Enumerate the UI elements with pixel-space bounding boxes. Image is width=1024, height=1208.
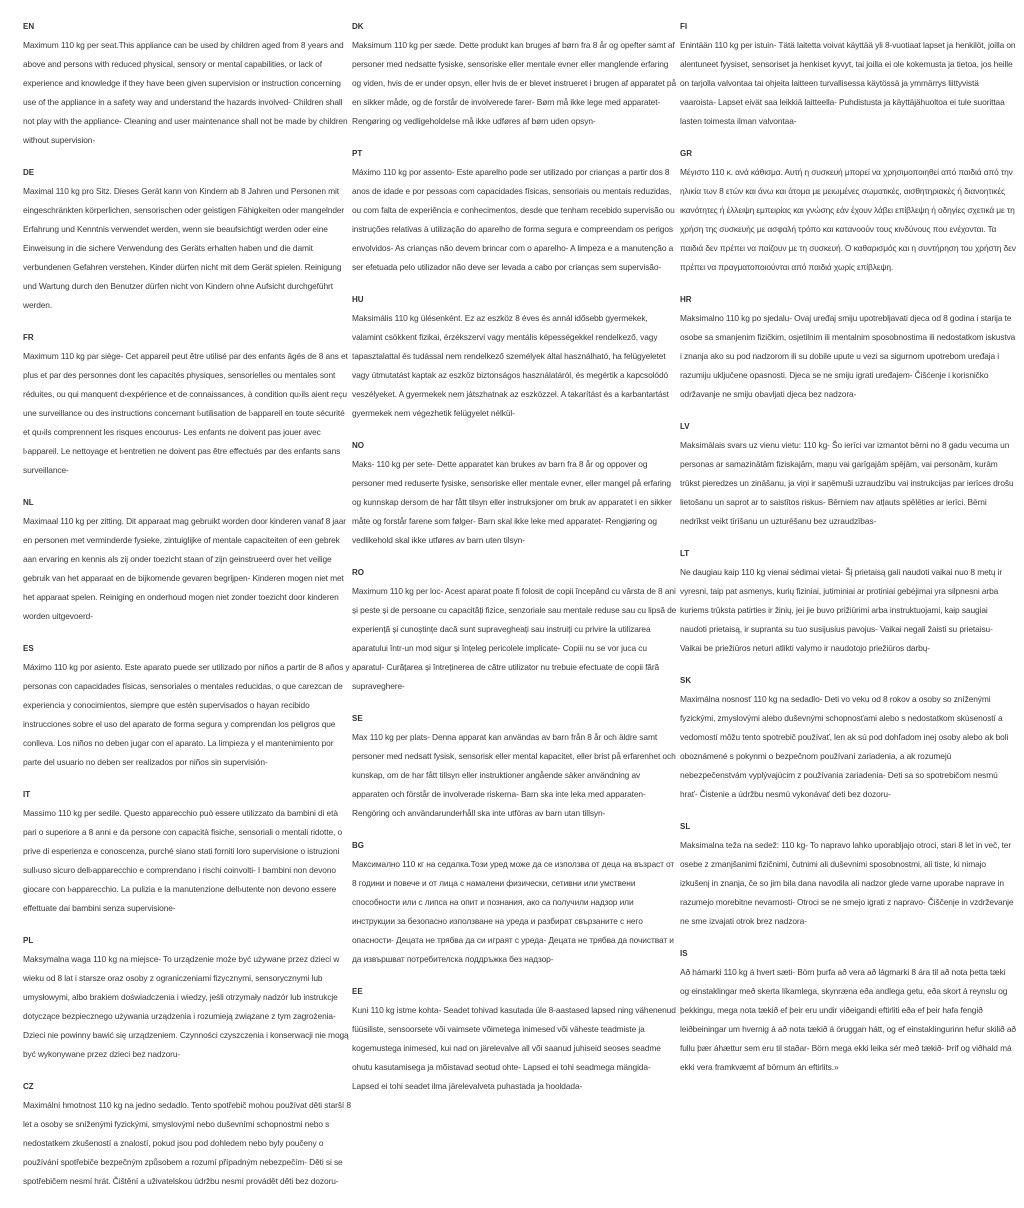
section-text: Kuni 110 kg istme kohta- Seadet tohivad kasutada üle 8-aastased lapsed ning vähenenud füüsiliste, sensoorsete või vaimsete võimetega inimesed või väheste teadmiste ja kogemustega inimesed, kui nad on järelevalve all või saanud juhiseid seoses seadme ohutu kasutamisega ja mõistavad seotud ohte- Lapsed ei tohi seadmega mängida- Lapsed ei tohi seadet ilma järelevalveta puhastada ja hooldada- [352, 1005, 676, 1091]
language-code: SL [680, 822, 691, 831]
section-no [352, 440, 678, 550]
section-nl [23, 497, 351, 626]
section-text: Maks- 110 kg per sete- Dette apparatet kan brukes av barn fra 8 år og oppover og personer med reduserte fysiske, sensoriske eller mentale evner, eller mangel på erfaring og kunnskap dersom de har fått tilsyn eller instruksjoner om bruk av apparatet i en sikker måte og forstår farene som følger- Barn skal ikke leke med apparatet- Rengjøring og vedlikehold skal ikke utføres av barn uten tilsyn- [352, 459, 672, 545]
section-text: Maksimum 110 kg per sæde. Dette produkt kan bruges af børn fra 8 år og opefter samt af personer med nedsatte fysiske, sensoriske eller mentale evner eller manglende erfaring og viden, hvis de er under opsyn, eller hvis de er blevet instrueret i brugen af apparatet på en sikker måde, og de forstår de involverede farer- Børn må ikke lege med apparatet- Rengøring og vedligeholdelse må ikke udføres af børn uden opsyn- [352, 40, 677, 126]
section-lt [680, 548, 1016, 658]
section-text: Максимално 110 кг на седалка.Този уред може да се използва от деца на възраст от 8 години и повече и от лица с намалени физически, сетивни или умствени способности или с липса на опит и познания, ако са получили надзор или инструкции за безопасно използване на уреда и разбират свързаните с него опасности- Децата не трябва да си играят с уреда- Децата не трябва да почистват и да извършват потребителска поддръжка без надзор- [352, 859, 675, 964]
section-text: Maksimalno 110 kg po sjedalu- Ovaj uređaj smiju upotrebljavati djeca od 8 godina i starija te osobe sa smanjenim fizičkim, osjetilnim ili mentalnim sposobnostima ili nedostatkom iskustva i znanja ako su pod nadzorom ili su dobile upute u vezi sa sigurnom upotrebom uređaja i razumiju uključene opasnosti. Djeca se ne smiju igrati uređajem- Čišćenje i korisničko održavanje ne smiju obavljati djeca bez nadzora- [680, 313, 1016, 399]
section-fi [680, 21, 1016, 131]
section-text: Maximum 110 kg per seat.This appliance can be used by children aged from 8 years and above and persons with reduced physical, sensory or mental capabilities, or lack of experience and knowledge if they have been given supervision or instruction concerning use of the appliance in a safety way and understand the hazards involved- Children shall not play with the appliance- Cleaning and user maintenance shall not be made by children without supervision- [23, 40, 348, 145]
language-code: NL [23, 498, 34, 507]
section-text: Maximaal 110 kg per zitting. Dit apparaat mag gebruikt worden door kinderen vanaf 8 jaar en personen met verminderde fysieke, zintuiglijke of mentale capaciteiten of een gebrek aan ervaring en kennis als zij onder toezicht staan of zijn geinstrueerd over het veilige gebruik van het apparaat en de bijkomende gevaren begrijpen- Kinderen mogen niet met het apparaat spelen. Reiniging en onderhoud mogen niet zonder toezicht door kinderen worden uitgevoerd- [23, 516, 346, 621]
section-ee [352, 986, 678, 1096]
language-code: FI [680, 22, 688, 31]
section-hu [352, 294, 678, 423]
section-text: Enintään 110 kg per istuin- Tätä laitetta voivat käyttää yli 8-vuotiaat lapset ja henkilöt, joilla on alentuneet fyysiset, sensoriset ja henkiset kyvyt, tai joilla ei ole kokemusta ja tietoa, jos heille on tarjolla valvontaa tai ohjeita laitteen turvallisessa käytössä ja ymmärrys liittyvistä vaaroista- Lapset eivät saa leikkiä laitteella- Puhdistusta ja käyttäjähuoltoa ei tule suorittaa lasten toimesta ilman valvontaa- [680, 40, 1016, 126]
section-cz [23, 1081, 351, 1191]
language-code: GR [680, 149, 692, 158]
language-code: DE [23, 168, 35, 177]
section-text: Að hámarki 110 kg á hvert sæti- Börn þurfa að vera að lágmarki 8 ára til að nota þetta tæki og einstaklingar með skerta líkamlega, skynræna eða andlega getu, eða skort á reynslu og þekkingu, mega nota tækið ef þeir eru undir viðeigandi eftirliti eða ef þeir hafa fengið leiðbeiningar um hvernig á að nota tækið á öruggan hátt, og ef einstaklingurinn hefur skilið að fullu þær áhættur sem eru til staðar- Börn mega ekki leika sér með tækið- Þrif og viðhald má ekki vera framkvæmt af börnum án eftirlits.» [680, 967, 1016, 1072]
section-text: Maximal 110 kg pro Sitz. Dieses Gerät kann von Kindern ab 8 Jahren und Personen mit eingeschränkten körperlichen, sensorischen oder geistigen Fähigkeiten oder mangelnder Erfahrung und Kenntnis verwendet werden, wenn sie beaufsichtigt werden oder eine Einweisung in die sichere Verwendung des Geräts erhalten haben und die damit verbundenen Gefahren verstehen. Kinder dürfen nicht mit dem Gerät spielen. Reinigung und Wartung durch den Benutzer dürfen nicht von Kindern ohne Aufsicht durchgeführt werden. [23, 186, 345, 310]
language-code: HU [352, 295, 364, 304]
section-is [680, 948, 1016, 1077]
section-en [23, 21, 351, 150]
column-1 [23, 21, 351, 1208]
section-text: Maximální hmotnost 110 kg na jedno sedadlo. Tento spotřebič mohou používat děti starší 8 let a osoby se sníženými fyzickými, smyslovými nebo duševními schopnostmi nebo s nedostatkem zkušeností a znalostí, pokud jsou pod dohledem nebo byly poučeny o používání spotřebiče bezpečným způsobem a rozumí případným nebezpečím- Děti si se spotřebičem nesmí hrát. Čištění a uživatelskou údržbu nesmí provádět děti bez dozoru- [23, 1100, 351, 1186]
section-text: Maksymalna waga 110 kg na miejsce- To urządzenie może być używane przez dzieci w wieku od 8 lat i starsze oraz osoby z ograniczeniami fizycznymi, sensorycznymi lub umysłowymi, albo brakiem doświadczenia i wiedzy, jeśli otrzymały nadzór lub instrukcje dotyczące bezpiecznego używania urządzenia i rozumieją związane z tym zagrożenia- Dzieci nie powinny bawić się urządzeniem. Czynności czyszczenia i konserwacji nie mogą być wykonywane przez dzieci bez nadzoru- [23, 954, 349, 1059]
language-code: SK [680, 676, 692, 685]
language-code: IS [680, 949, 688, 958]
section-text: Ne daugiau kaip 110 kg vienai sėdimai vietai- Šį prietaisą gali naudoti vaikai nuo 8 metų ir vyresni, taip pat asmenys, kurių fiziniai, jutiminiai ar protiniai gebėjimai yra silpnesni arba kuriems trūksta patirties ir žinių, jei jie buvo prižiūrimi arba instruktuojami, kaip saugiai naudoti prietaisą, ir supranta su tuo susijusius pavojus- Vaikai negali žaisti su prietaisu- Vaikai be priežiūros neturi atlikti valymo ir naudotojo priežiūros darbų- [680, 567, 1003, 653]
language-code: FR [23, 333, 34, 342]
column-3 [680, 21, 1016, 1094]
language-code: ES [23, 644, 34, 653]
section-pt [352, 148, 678, 277]
language-code: PL [23, 936, 34, 945]
section-text: Maximum 110 kg par siège- Cet appareil peut être utilisé par des enfants âgés de 8 ans et plus et par des personnes dont les capacités physiques, sensorielles ou mentales sont réduites, ou qui manquent d›expérience et de connaissances, à condition qu›ils aient reçu une surveillance ou des instructions concernant l›utilisation de l›appareil en toute sécurité et qu›ils comprennent les risques encourus- Les enfants ne doivent pas jouer avec l›appareil. Le nettoyage et l›entretien ne doivent pas être effectués par des enfants sans surveillance- [23, 351, 348, 475]
column-2 [352, 21, 678, 1113]
section-text: Μέγιστο 110 κ. ανά κάθισμα. Αυτή η συσκευή μπορεί να χρησιμοποιηθεί από παιδιά από την ηλικία των 8 ετών και άνω και άτομα με μειωμένες σωματικές, αισθητηριακές ή διανοητικές ικανότητες ή έλλειψη εμπειρίας και γνώσης εάν έχουν λάβει επίβλεψη ή οδηγίες σχετικά με τη χρήση της συσκευής με ασφαλή τρόπο και κατανοούν τους κινδύνους που ενέχονται. Τα παιδιά δεν πρέπει να παίζουν με τη συσκευή. Ο καθαρισμός και η συντήρηση του χρήστη δεν πρέπει να πραγματοποιούνται από παιδιά χωρίς επίβλεψη. [680, 167, 1016, 272]
section-text: Maximálna nosnosť 110 kg na sedadlo- Deti vo veku od 8 rokov a osoby so zníženými fyzickými, zmyslovými alebo duševnými schopnosťami alebo s nedostatkom skúseností a vedomostí môžu tento spotrebič používať, len ak sú pod dohľadom inej osoby alebo ak boli oboznámené s pokynmi o bezpečnom používaní zariadenia, a ak rozumejú nebezpečenstvám vyplývajúcim z používania zariadenia- Deti sa so spotrebičom nesmú hrať- Čistenie a údržbu nesmú vykonávať deti bez dozoru- [680, 694, 1009, 799]
section-dk [352, 21, 678, 131]
language-code: PT [352, 149, 363, 158]
section-text: Massimo 110 kg per sedile. Questo apparecchio può essere utilizzato da bambini di età pari o superiore a 8 anni e da persone con capacità fisiche, sensoriali o mentali ridotte, o prive di esperienza e conoscenza, purché siano stati forniti loro supervisione o istruzioni sull›uso sicuro dell›apparecchio e comprendano i rischi coinvolti- I bambini non devono giocare con l›apparecchio. La pulizia e la manutenzione dell›utente non devono essere effettuate dai bambini senza supervisione- [23, 808, 343, 913]
language-code: LT [680, 549, 690, 558]
section-se [352, 713, 678, 823]
section-text: Maximum 110 kg per loc- Acest aparat poate fi folosit de copii începând cu vârsta de 8 ani și peste și de persoane cu capacități fizice, senzoriale sau mentale reduse sau cu lipsă de experiență și cunoștințe dacă sunt supravegheați sau instruiți cu privire la utilizarea aparatului într-un mod sigur și înțeleg pericolele implicate- Copiii nu se vor juca cu aparatul- Curățarea și întreținerea de către utilizator nu trebuie efectuate de copii fără supraveghere- [352, 586, 677, 691]
language-code: EN [23, 22, 35, 31]
language-code: HR [680, 295, 692, 304]
language-code: LV [680, 422, 690, 431]
section-text: Máximo 110 kg por asiento. Este aparato puede ser utilizado por niños a partir de 8 años y personas con capacidades físicas, sensoriales o mentales reducidas, o que carezcan de experiencia y conocimientos, siempre que estén supervisados o hayan recibido instrucciones sobre el uso del aparato de forma segura y comprendan los peligros que conlleva. Los niños no deben jugar con el aparato. La limpieza y el mantenimiento por parte del usuario no deben ser realizados por niños sin supervisión- [23, 662, 350, 767]
language-code: NO [352, 441, 364, 450]
section-text: Maksimalna teža na sedež: 110 kg- To napravo lahko uporabljajo otroci, stari 8 let in več, ter osebe z zmanjšanimi fizičnimi, čutnimi ali duševnimi sposobnostmi, ali tiste, ki nimajo izkušenj in znanja, če so jim bila dana navodila ali nadzor glede varne uporabe naprave in razumejo morebitne nevarnosti- Otroci se ne smejo igrati z napravo- Čiščenje in vzdrževanje ne sme izvajati otrok brez nadzora- [680, 840, 1014, 926]
section-text: Máximo 110 kg por assento- Este aparelho pode ser utilizado por crianças a partir dos 8 anos de idade e por pessoas com capacidades físicas, sensoriais ou mentais reduzidas, ou com falta de experiência e conhecimentos, desde que tenham recebido supervisão ou instruções relativas à utilização do aparelho de forma segura e compreendam os perigos envolvidos- As crianças não devem brincar com o aparelho- A limpeza e a manutenção a ser efetuada pelo utilizador não deve ser levada a cabo por crianças sem supervisão- [352, 167, 675, 272]
section-gr [680, 148, 1016, 277]
section-es [23, 643, 351, 772]
language-code: BG [352, 841, 364, 850]
language-code: IT [23, 790, 31, 799]
section-sl [680, 821, 1016, 931]
section-text: Maksimālais svars uz vienu vietu: 110 kg- Šo ierīci var izmantot bērni no 8 gadu vecuma un personas ar samazinātām fiziskajām, maņu vai garīgajām spējām, vai personām, kurām trūkst pieredzes un zināšanu, ja viņi ir saņēmuši uzraudzību vai instrukcijas par ierīces drošu lietošanu un saprot ar to saistītos riskus- Bērniem nav atļauts spēlēties ar ierīci. Bērni nedrīkst veikt tīrīšanu un uzturēšanu bez uzraudzības- [680, 440, 1014, 526]
section-bg [352, 840, 678, 969]
section-it [23, 789, 351, 918]
language-code: EE [352, 987, 363, 996]
section-text: Maksimális 110 kg ülésenként. Ez az eszköz 8 éves és annál idősebb gyermekek, valamint csökkent fizikai, érzékszervi vagy mentális képességekkel rendelkező, vagy tapasztalattal és tudással nem rendelkező személyek által használható, ha felügyeletet vagy útmutatást kaptak az eszköz biztonságos használatáról, és megértik a kapcsolódó veszélyeket. A gyermekek nem játszhatnak az eszközzel. A takarítást és a karbantartást gyermekek nem végezhetik felügyelet nélkül- [352, 313, 669, 418]
language-code: RO [352, 568, 364, 577]
section-pl [23, 935, 351, 1064]
section-text: Max 110 kg per plats- Denna apparat kan användas av barn från 8 år och äldre samt personer med nedsatt fysisk, sensorisk eller mental kapacitet, eller brist på erfarenhet och kunskap, om de har fått tillsyn eller instruktioner angående säker användning av apparaten och förstår de involverade riskerna- Barn ska inte leka med apparaten- Rengöring och användarunderhåll ska inte utföras av barn utan tillsyn- [352, 732, 676, 818]
language-code: SE [352, 714, 363, 723]
language-code: CZ [23, 1082, 34, 1091]
section-fr [23, 332, 351, 480]
section-hr [680, 294, 1016, 404]
section-ro [352, 567, 678, 696]
section-de [23, 167, 351, 315]
section-sk [680, 675, 1016, 804]
section-lv [680, 421, 1016, 531]
language-code: DK [352, 22, 364, 31]
